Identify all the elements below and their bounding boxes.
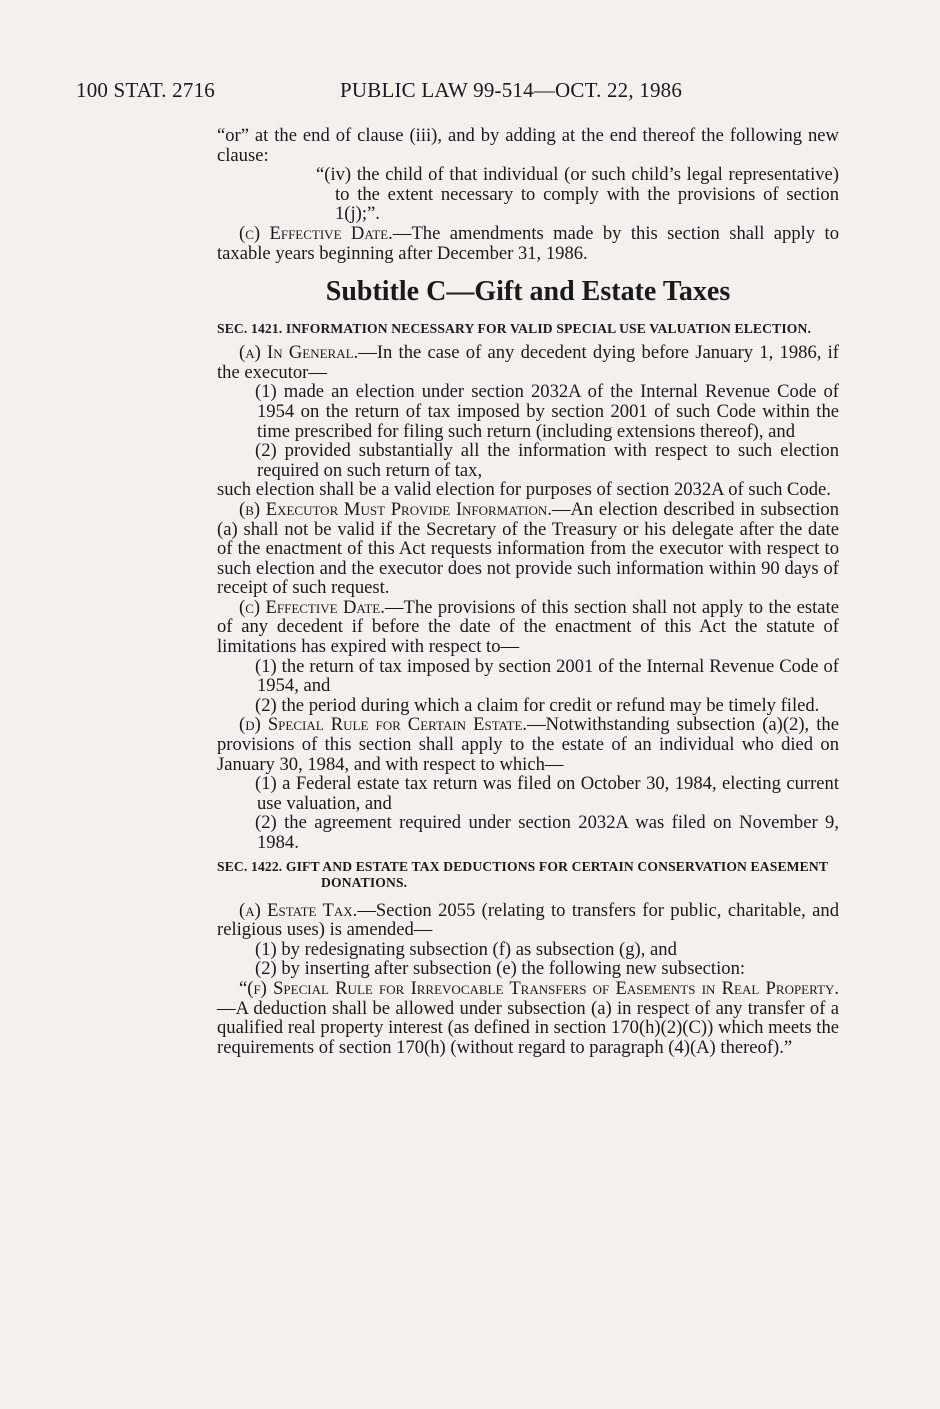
stat-page-number: 100 STAT. 2716: [76, 78, 215, 102]
section-1421-heading: SEC. 1421. INFORMATION NECESSARY FOR VALID SPECIAL USE VALUATION ELECTION.: [217, 321, 812, 337]
estate-tax-text: —Section 2055 (relating to transfers for public, charitable, and religious uses) is amended—: [217, 899, 839, 941]
subsection-a-heading: (a) In General.: [239, 342, 359, 364]
subsection-c-text: —The provisions of this section shall not apply to the estate of any decedent if before the date of the enactment of this Act the statute of limitations has expired with respect to—: [217, 596, 839, 658]
subsection-a-2: (2) provided substantially all the information with respect to such election required on such return of tax,: [255, 440, 839, 481]
paragraph-continued: “or” at the end of clause (iii), and by adding at the end thereof the following new clause:: [217, 125, 839, 166]
subsection-b-heading: (b) Executor Must Provide Information.: [239, 498, 552, 520]
subsection-a-text: —In the case of any decedent dying before January 1, 1986, if the executor—: [217, 342, 839, 383]
subsection-c-2: (2) the period during which a claim for credit or refund may be timely filed.: [255, 694, 820, 716]
effective-date-paragraph: [217, 224, 839, 263]
public-law-citation: PUBLIC LAW 99-514—OCT. 22, 1986: [340, 78, 683, 102]
subsection-a: [217, 343, 839, 382]
estate-tax-1: (1) by redesignating subsection (f) as subsection (g), and: [255, 938, 677, 960]
subsection-c-heading: (c) Effective Date.: [239, 596, 385, 618]
subsection-d-2: (2) the agreement required under section 2032A was filed on November 9, 1984.: [255, 812, 839, 853]
effective-date-text: —The amendments made by this section shall apply to taxable years beginning after December 31, 1986.: [217, 222, 839, 264]
special-rule-heading: “(f) Special Rule for Irrevocable Transfers of Easements in Real Property.: [239, 977, 839, 999]
subsection-a-1: (1) made an election under section 2032A of the Internal Revenue Code of 1954 on the return of tax imposed by section 2001 of such Code within the time prescribed for filing such return (including extensions thereof), and: [255, 381, 839, 442]
document-body: [217, 126, 839, 1057]
subsection-c: [217, 598, 839, 657]
special-rule-text: —A deduction shall be allowed under subsection (a) in respect of any transfer of a qualified real property interest (as defined in section 170(h)(2)(C)) which meets the requirements of section 170(h) (without regard to paragraph (4)(A) thereof).”: [217, 997, 839, 1058]
subsection-d-heading: (d) Special Rule for Certain Estate.: [239, 714, 528, 736]
subsection-f-special-rule: [217, 979, 839, 1057]
estate-tax-2: (2) by inserting after subsection (e) the following new subsection:: [255, 958, 746, 980]
estate-tax-heading: (a) Estate Tax.: [239, 899, 358, 921]
subsection-a-tail: such election shall be a valid election for purposes of section 2032A of such Code.: [217, 479, 831, 501]
clause-iv: “(iv) the child of that individual (or such child’s legal representative) to the extent necessary to comply with the provisions of section 1(j);”.: [316, 164, 839, 225]
subsection-d-text: —Notwithstanding subsection (a)(2), the provisions of this section shall apply to the estate of an individual who died on January 30, 1984, and with respect to which—: [217, 714, 839, 775]
subsection-b: [217, 500, 839, 598]
subsection-c-1: (1) the return of tax imposed by section 2001 of the Internal Revenue Code of 1954, and: [255, 655, 839, 697]
subsection-b-text: —An election described in subsection (a) shall not be valid if the Secretary of the Treasury or his delegate after the date of the enactment of this Act requests information from the executor with respect to such election and the executor does not provide such information within 90 days of receipt of such request.: [217, 498, 839, 599]
subsection-d-1: (1) a Federal estate tax return was filed on October 30, 1984, electing current use valuation, and: [255, 773, 839, 814]
subsection-d: [217, 715, 839, 774]
subsection-estate-tax: [217, 901, 839, 940]
subtitle-heading: Subtitle C—Gift and Estate Taxes: [325, 276, 731, 308]
effective-date-heading: (c) Effective Date.: [239, 222, 393, 244]
section-1422-heading: SEC. 1422. GIFT AND ESTATE TAX DEDUCTIONS FOR CERTAIN CONSERVATION EASEMENT DONATIONS.: [217, 858, 828, 890]
